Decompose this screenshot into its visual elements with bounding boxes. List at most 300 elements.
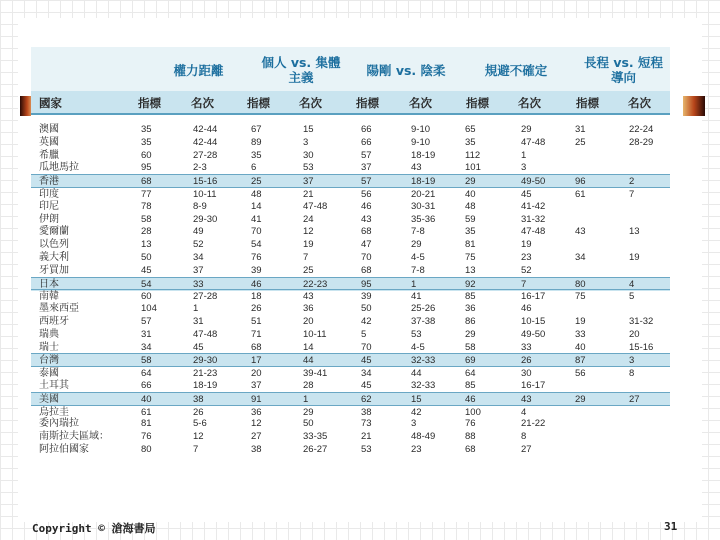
table-cell: 64 — [465, 368, 476, 380]
table-cell: 67 — [251, 124, 262, 135]
table-cell: 13 — [629, 226, 640, 238]
table-cell: 80 — [141, 444, 152, 455]
table-cell: 7 — [303, 252, 309, 263]
table-cell: 51 — [251, 316, 262, 327]
table-cell: 40 — [465, 189, 476, 200]
country-name: 香港 — [39, 176, 59, 188]
country-name: 以色列 — [39, 239, 69, 251]
table-cell: 26-27 — [303, 444, 328, 455]
country-name: 印度 — [39, 189, 59, 200]
table-cell: 41 — [251, 213, 262, 225]
table-cell: 48-49 — [411, 431, 436, 443]
country-name: 泰國 — [39, 368, 59, 380]
table-cell: 19 — [521, 239, 532, 251]
country-name: 愛爾蘭 — [39, 226, 69, 238]
table-cell: 46 — [465, 393, 476, 405]
table-cell: 25 — [303, 264, 314, 276]
table-cell: 86 — [465, 316, 476, 327]
table-cell: 29-30 — [193, 213, 218, 225]
table-cell: 35 — [141, 136, 152, 148]
table-cell: 33-35 — [303, 431, 328, 443]
table-cell: 85 — [465, 291, 476, 303]
table-cell: 43 — [303, 291, 314, 303]
table-cell: 21-23 — [193, 368, 218, 380]
country-name: 伊朗 — [39, 213, 59, 225]
table-cell: 27-28 — [193, 291, 218, 303]
table-cell: 43 — [521, 393, 532, 405]
table-cell: 29 — [465, 176, 476, 188]
country-name: 日本 — [39, 278, 59, 290]
table-cell: 66 — [361, 124, 372, 135]
table-row — [31, 225, 670, 238]
table-cell: 53 — [361, 444, 372, 455]
column-header-rank: 名次 — [518, 96, 541, 110]
table-cell: 34 — [193, 252, 204, 263]
table-cell: 15 — [303, 124, 314, 135]
table-cell: 36 — [251, 406, 262, 418]
column-header-rank: 名次 — [628, 96, 651, 110]
table-cell: 75 — [575, 291, 586, 303]
column-header-rank: 名次 — [409, 96, 432, 110]
table-cell: 29 — [411, 239, 422, 251]
table-cell: 14 — [303, 341, 314, 353]
table-cell: 29 — [575, 393, 586, 405]
table-cell: 37 — [361, 162, 372, 174]
table-cell: 45 — [361, 380, 372, 391]
copyright-text: Copyright © 滄海書局 — [32, 522, 156, 535]
column-header-rank: 名次 — [299, 96, 322, 110]
table-cell: 21 — [361, 431, 372, 443]
table-cell: 59 — [465, 213, 476, 225]
country-name: 美國 — [39, 393, 59, 405]
table-cell: 23 — [521, 252, 532, 263]
table-cell: 20 — [303, 316, 314, 327]
table-cell: 1 — [193, 303, 199, 315]
table-row — [31, 315, 670, 328]
table-cell: 39-41 — [303, 368, 328, 380]
table-cell: 31 — [193, 316, 204, 327]
table-cell: 27 — [629, 393, 640, 405]
table-cell: 26 — [193, 406, 204, 418]
table-cell: 49-50 — [521, 328, 546, 340]
table-cell: 65 — [465, 124, 476, 135]
table-cell: 45 — [141, 264, 152, 276]
table-cell: 27 — [521, 444, 532, 455]
table-cell: 68 — [251, 341, 262, 353]
table-cell: 12 — [251, 418, 262, 430]
table-cell: 29 — [303, 406, 314, 418]
table-cell: 12 — [303, 226, 314, 238]
country-name: 義大利 — [39, 252, 69, 263]
table-cell: 76 — [465, 418, 476, 430]
table-cell: 48 — [465, 200, 476, 212]
table-cell: 4 — [521, 406, 527, 418]
table-cell: 47 — [361, 239, 372, 251]
table-cell: 76 — [251, 252, 262, 263]
table-cell: 39 — [361, 291, 372, 303]
table-cell: 14 — [251, 200, 262, 212]
table-cell: 44 — [411, 368, 422, 380]
column-header-index: 指標 — [138, 96, 161, 110]
table-cell: 73 — [361, 418, 372, 430]
table-cell: 35 — [465, 136, 476, 148]
table-cell: 17 — [251, 355, 262, 367]
table-cell: 24 — [303, 213, 314, 225]
table-row — [31, 213, 670, 226]
table-cell: 44 — [303, 355, 314, 367]
table-cell: 68 — [361, 226, 372, 238]
table-cell: 18-19 — [193, 380, 218, 391]
table-cell: 1 — [303, 393, 309, 405]
table-cell: 32-33 — [411, 380, 436, 391]
table-cell: 7 — [193, 444, 199, 455]
table-cell: 3 — [629, 355, 635, 367]
country-name: 西班牙 — [39, 316, 69, 327]
table-cell: 56 — [361, 189, 372, 200]
table-row — [31, 379, 670, 392]
table-cell: 18 — [251, 291, 262, 303]
table-cell: 53 — [411, 328, 422, 340]
table-cell: 31 — [141, 328, 152, 340]
table-cell: 96 — [575, 176, 586, 188]
table-cell: 31-32 — [629, 316, 654, 327]
table-cell: 37 — [251, 380, 262, 391]
table-cell: 54 — [251, 239, 262, 251]
table-cell: 5-6 — [193, 418, 207, 430]
table-cell: 60 — [141, 291, 152, 303]
table-cell: 37 — [193, 264, 204, 276]
table-cell: 38 — [251, 444, 262, 455]
table-row — [31, 161, 670, 174]
country-name: 牙買加 — [39, 264, 69, 276]
table-cell: 42 — [411, 406, 422, 418]
table-cell: 19 — [575, 316, 586, 327]
table-cell: 19 — [303, 239, 314, 251]
table-cell: 57 — [361, 149, 372, 161]
table-cell: 76 — [141, 431, 152, 443]
table-cell: 28-29 — [629, 136, 654, 148]
table-cell: 70 — [361, 252, 372, 263]
country-name: 土耳其 — [39, 380, 69, 391]
table-cell: 25 — [251, 176, 262, 188]
table-row — [31, 341, 670, 354]
table-cell: 45 — [361, 355, 372, 367]
table-cell: 53 — [303, 162, 314, 174]
country-name: 阿拉伯國家 — [39, 444, 89, 455]
table-cell: 4-5 — [411, 252, 425, 263]
table-cell: 101 — [465, 162, 481, 174]
table-cell: 37-38 — [411, 316, 436, 327]
table-cell: 85 — [465, 380, 476, 391]
table-cell: 69 — [465, 355, 476, 367]
table-row — [31, 264, 670, 277]
column-header-index: 指標 — [247, 96, 270, 110]
table-cell: 64 — [141, 368, 152, 380]
table-cell: 13 — [465, 264, 476, 276]
table-cell: 25 — [575, 136, 586, 148]
table-cell: 47-48 — [521, 136, 546, 148]
table-cell: 61 — [575, 189, 586, 200]
country-name: 英國 — [39, 136, 59, 148]
table-cell: 10-11 — [303, 328, 327, 340]
table-row — [31, 200, 670, 213]
table-cell: 21 — [303, 189, 314, 200]
table-cell: 52 — [193, 239, 204, 251]
table-cell: 10-11 — [193, 189, 217, 200]
table-cell: 22-24 — [629, 124, 654, 135]
country-name: 印尼 — [39, 200, 59, 212]
country-name: 瓜地馬拉 — [39, 162, 79, 174]
country-name: 澳國 — [39, 124, 59, 135]
country-name: 烏拉圭 — [39, 406, 69, 418]
table-cell: 7-8 — [411, 264, 425, 276]
table-cell: 8 — [629, 368, 635, 380]
table-cell: 81 — [141, 418, 152, 430]
table-cell: 70 — [251, 226, 262, 238]
table-cell: 28 — [141, 226, 152, 238]
table-cell: 29 — [465, 328, 476, 340]
column-header-index: 指標 — [466, 96, 489, 110]
table-cell: 38 — [193, 393, 204, 405]
table-cell: 18-19 — [411, 149, 436, 161]
table-cell: 75 — [465, 252, 476, 263]
table-cell: 77 — [141, 189, 152, 200]
table-row — [31, 238, 670, 251]
table-cell: 29 — [521, 124, 532, 135]
table-cell: 45 — [521, 189, 532, 200]
table-cell: 33 — [521, 341, 532, 353]
table-cell: 43 — [361, 213, 372, 225]
table-cell: 49 — [193, 226, 204, 238]
table-row — [31, 443, 670, 456]
table-cell: 7-8 — [411, 226, 425, 238]
table-cell: 23 — [411, 444, 422, 455]
table-cell: 58 — [141, 213, 152, 225]
table-cell: 30 — [521, 368, 532, 380]
table-cell: 70 — [361, 341, 372, 353]
country-name: 瑞士 — [39, 341, 59, 353]
table-cell: 20-21 — [411, 189, 436, 200]
table-row — [31, 302, 670, 315]
table-cell: 10-15 — [521, 316, 546, 327]
table-cell: 33 — [575, 328, 586, 340]
table-cell: 28 — [303, 380, 314, 391]
table-cell: 36 — [465, 303, 476, 315]
table-cell: 15-16 — [629, 341, 654, 353]
table-cell: 20 — [629, 328, 640, 340]
table-cell: 81 — [465, 239, 476, 251]
table-cell: 47-48 — [303, 200, 328, 212]
table-cell: 35 — [141, 124, 152, 135]
table-cell: 61 — [141, 406, 152, 418]
table-cell: 56 — [575, 368, 586, 380]
table-cell: 33 — [193, 278, 204, 290]
country-name: 南韓 — [39, 291, 59, 303]
table-cell: 42-44 — [193, 136, 218, 148]
table-cell: 43 — [575, 226, 586, 238]
column-header-index: 指標 — [576, 96, 599, 110]
table-cell: 46 — [361, 200, 372, 212]
culture-dimensions-table — [31, 47, 670, 483]
table-cell: 40 — [575, 341, 586, 353]
table-cell: 16-17 — [521, 291, 546, 303]
table-cell: 45 — [193, 341, 204, 353]
table-cell: 31 — [575, 124, 586, 135]
table-cell: 15-16 — [193, 176, 218, 188]
table-row — [31, 328, 670, 341]
table-cell: 42 — [361, 316, 372, 327]
table-cell: 37 — [303, 176, 314, 188]
table-cell: 91 — [251, 393, 262, 405]
table-cell: 7 — [521, 278, 527, 290]
table-cell: 78 — [141, 200, 152, 212]
table-cell: 60 — [141, 149, 152, 161]
table-cell: 38 — [361, 406, 372, 418]
table-cell: 35 — [251, 149, 262, 161]
table-cell: 35-36 — [411, 213, 436, 225]
table-cell: 20 — [251, 368, 262, 380]
column-header-band — [31, 91, 670, 115]
table-cell: 48 — [251, 189, 262, 200]
table-cell: 42-44 — [193, 124, 218, 135]
table-cell: 3 — [521, 162, 527, 174]
table-cell: 43 — [411, 162, 422, 174]
table-cell: 68 — [361, 264, 372, 276]
table-row — [31, 123, 670, 136]
table-row — [31, 149, 670, 162]
table-cell: 46 — [251, 278, 262, 290]
table-cell: 39 — [251, 264, 262, 276]
table-cell: 112 — [465, 149, 481, 161]
table-cell: 13 — [141, 239, 152, 251]
column-header-country: 國家 — [39, 96, 62, 110]
table-cell: 2-3 — [193, 162, 207, 174]
table-cell: 47-48 — [193, 328, 218, 340]
table-cell: 54 — [141, 278, 152, 290]
table-cell: 71 — [251, 328, 262, 340]
header-group-long-term-orientation: 長程 vs. 短程 導向 — [583, 55, 664, 85]
table-row — [31, 136, 670, 149]
table-cell: 89 — [251, 136, 262, 148]
column-header-rank: 名次 — [191, 96, 214, 110]
table-cell: 95 — [141, 162, 152, 174]
table-cell: 41-42 — [521, 200, 546, 212]
table-cell: 66 — [141, 380, 152, 391]
table-cell: 57 — [141, 316, 152, 327]
table-cell: 30-31 — [411, 200, 436, 212]
table-cell: 27-28 — [193, 149, 218, 161]
country-name: 瑞典 — [39, 328, 59, 340]
table-cell: 52 — [521, 264, 532, 276]
table-cell: 34 — [141, 341, 152, 353]
table-cell: 29-30 — [193, 355, 218, 367]
table-cell: 18-19 — [411, 176, 436, 188]
table-cell: 2 — [629, 176, 635, 188]
table-cell: 1 — [521, 149, 527, 161]
header-group-individualism: 個人 vs. 集體 主義 — [261, 55, 341, 85]
table-cell: 66 — [361, 136, 372, 148]
table-row — [31, 430, 670, 443]
table-cell: 31-32 — [521, 213, 546, 225]
header-group-uncertainty-avoidance: 規避不確定 — [484, 62, 548, 78]
table-cell: 9-10 — [411, 124, 431, 135]
table-cell: 5 — [361, 328, 367, 340]
table-cell: 22-23 — [303, 278, 328, 290]
table-cell: 47-48 — [521, 226, 546, 238]
table-cell: 34 — [575, 252, 586, 263]
table-cell: 8 — [521, 431, 527, 443]
table-cell: 46 — [521, 303, 532, 315]
table-cell: 68 — [465, 444, 476, 455]
table-cell: 16-17 — [521, 380, 546, 391]
table-row — [31, 417, 670, 430]
country-name: 委內瑞拉 — [39, 418, 79, 430]
country-name: 台灣 — [39, 355, 59, 367]
table-cell: 12 — [193, 431, 204, 443]
table-cell: 95 — [361, 278, 372, 290]
table-cell: 40 — [141, 393, 152, 405]
table-cell: 6 — [251, 162, 257, 174]
table-cell: 49-50 — [521, 176, 546, 188]
table-cell: 8-9 — [193, 200, 207, 212]
table-cell: 80 — [575, 278, 586, 290]
table-cell: 62 — [361, 393, 372, 405]
country-name: 墨來西亞 — [39, 303, 79, 315]
table-cell: 50 — [141, 252, 152, 263]
table-cell: 1 — [411, 278, 417, 290]
table-cell: 104 — [141, 303, 157, 315]
table-cell: 3 — [411, 418, 417, 430]
table-cell: 32-33 — [411, 355, 436, 367]
table-cell: 41 — [411, 291, 422, 303]
table-cell: 4-5 — [411, 341, 425, 353]
country-name: 希臘 — [39, 149, 59, 161]
table-cell: 5 — [629, 291, 635, 303]
table-cell: 26 — [521, 355, 532, 367]
table-cell: 88 — [465, 431, 476, 443]
table-cell: 100 — [465, 406, 481, 418]
table-row — [31, 251, 670, 264]
table-cell: 34 — [361, 368, 372, 380]
table-cell: 4 — [629, 278, 635, 290]
table-cell: 30 — [303, 149, 314, 161]
header-group-masculinity: 陽剛 vs. 陰柔 — [366, 62, 446, 78]
table-cell: 92 — [465, 278, 476, 290]
table-cell: 57 — [361, 176, 372, 188]
table-cell: 35 — [465, 226, 476, 238]
table-cell: 21-22 — [521, 418, 546, 430]
table-cell: 50 — [303, 418, 314, 430]
table-cell: 3 — [303, 136, 309, 148]
table-cell: 87 — [575, 355, 586, 367]
table-cell: 9-10 — [411, 136, 431, 148]
table-cell: 7 — [629, 189, 635, 200]
table-cell: 26 — [251, 303, 262, 315]
header-group-power-distance: 權力距離 — [173, 62, 224, 78]
table-cell: 19 — [629, 252, 640, 263]
table-cell: 25-26 — [411, 303, 436, 315]
table-cell: 36 — [303, 303, 314, 315]
table-cell: 58 — [141, 355, 152, 367]
page-number: 31 — [664, 520, 678, 533]
column-header-index: 指標 — [356, 96, 379, 110]
table-cell: 58 — [465, 341, 476, 353]
country-name: 南斯拉夫區域： — [39, 431, 109, 443]
table-cell: 68 — [141, 176, 152, 188]
table-cell: 27 — [251, 431, 262, 443]
table-cell: 15 — [411, 393, 422, 405]
table-cell: 50 — [361, 303, 372, 315]
